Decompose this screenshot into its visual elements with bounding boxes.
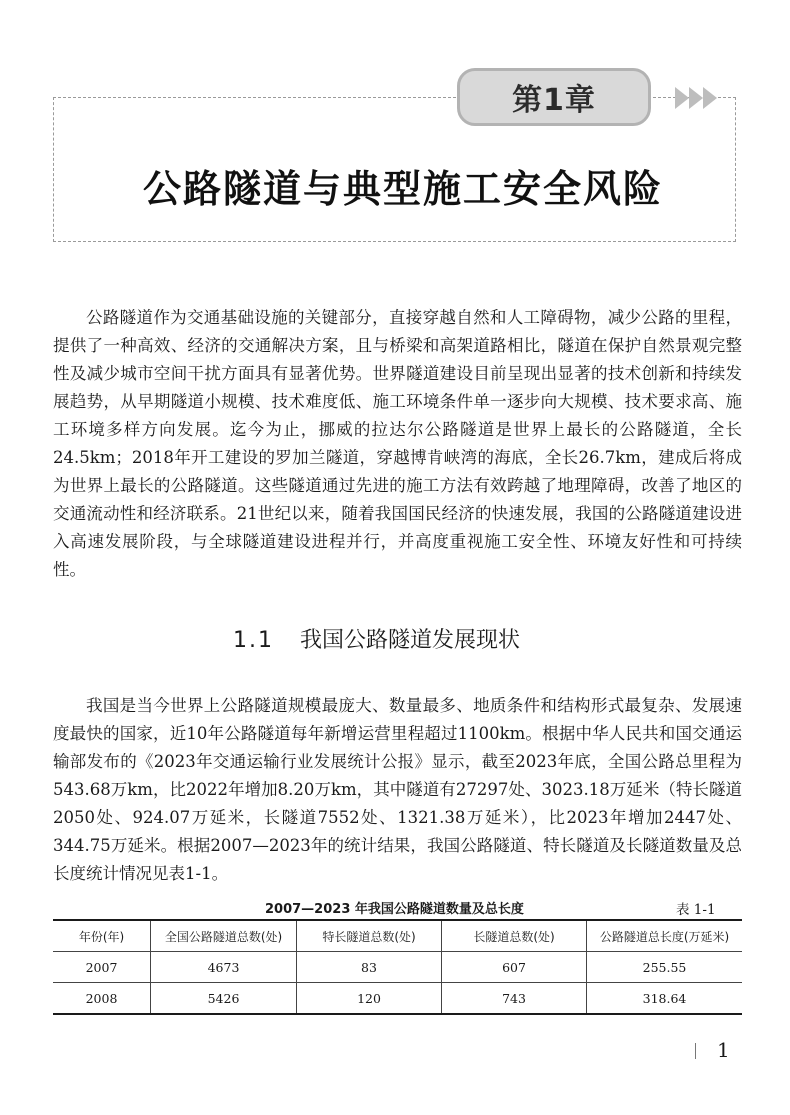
table-row [53,952,742,983]
table-header-cell: 年份(年) [53,920,151,952]
chapter-label: 第1章 [512,83,596,118]
table-number: 表 1-1 [676,902,716,918]
tunnel-statistics-table [53,919,742,1015]
table-cell: 2007 [53,952,151,983]
chapter-title: 公路隧道与典型施工安全风险 [143,166,664,211]
folio-divider [695,1043,696,1059]
table-cell: 4673 [151,952,297,983]
table-cell: 83 [297,952,442,983]
intro-paragraph: 公路隧道作为交通基础设施的关键部分，直接穿越自然和人工障碍物，减少公路的里程，提供了一种高效、经济的交通解决方案，且与桥梁和高架道路相比，隧道在保护自然景观完整性及减少城市空间干扰方面具有显著优势。世界隧道建设目前呈现出显著的技术创新和持续发展趋势，从早期隧道小规模、技术难度低、施工环境条件单一逐步向大规模、技术要求高、施工环境多样方向发展。迄今为止，挪威的拉达尔公路隧道是世界上最长的公路隧道，全长24.5km；2018年开工建设的罗加兰隧道，穿越博肯峡湾的海底，全长26.7km，建成后将成为世界上最长的公路隧道。这些隧道通过先进的施工方法有效跨越了地理障碍，改善了地区的交通流动性和经济联系。21世纪以来，随着我国国民经济的快速发展，我国的公路隧道建设进入高速发展阶段，与全球隧道建设进程并行，并高度重视施工安全性、环境友好性和可持续性。 [53,308,742,579]
section-paragraph: 我国是当今世界上公路隧道规模最庞大、数量最多、地质条件和结构形式最复杂、发展速度最快的国家，近10年公路隧道每年新增运营里程超过1100km。根据中华人民共和国交通运输部发布的《2023年交通运输行业发展统计公报》显示，截至2023年底，全国公路总里程为543.68万km，比2022年增加8.20万km，其中隧道有27297处、3023.18万延米（特长隧道2050处、924.07万延米，长隧道7552处、1321.38万延米），比2023年增加2447处、344.75万延米。根据2007—2023年的统计结果，我国公路隧道、特长隧道及长隧道数量及总长度统计情况见表1-1。 [53,696,742,883]
table-header-cell: 公路隧道总长度(万延米) [587,920,743,952]
table-cell: 318.64 [587,983,743,1015]
section-number: 1.1 [233,628,274,653]
table-cell: 120 [297,983,442,1015]
table-header-cell: 特长隧道总数(处) [297,920,442,952]
table-header-row [53,920,742,952]
table-header-cell: 全国公路隧道总数(处) [151,920,297,952]
table-caption: 2007—2023 年我国公路隧道数量及总长度 [265,902,524,917]
double-arrow-icon [675,87,721,109]
page-number: 1 [717,1038,730,1062]
section-title: 我国公路隧道发展现状 [300,628,521,653]
table-cell: 743 [442,983,587,1015]
table-cell: 5426 [151,983,297,1015]
table-header-cell: 长隧道总数(处) [442,920,587,952]
section-heading [233,623,520,654]
table-cell: 2008 [53,983,151,1015]
chapter-label-tab [457,68,651,126]
table-cell: 255.55 [587,952,743,983]
table-cell: 607 [442,952,587,983]
table-row [53,983,742,1015]
